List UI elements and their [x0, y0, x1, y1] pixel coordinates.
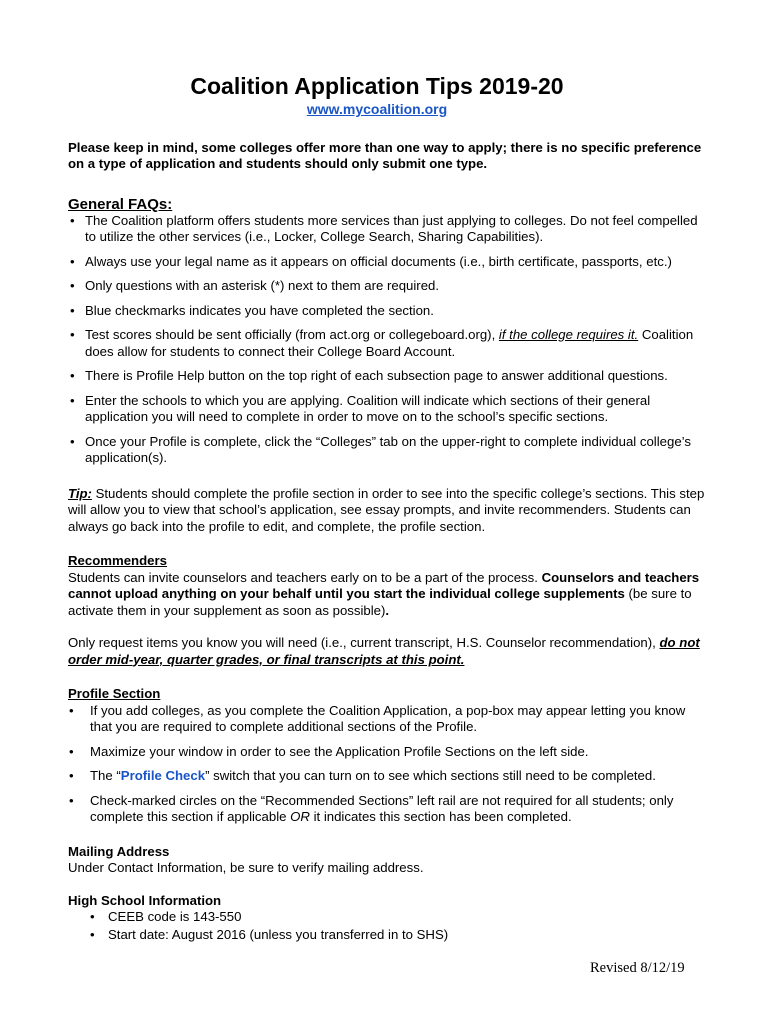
profile-check-label: Profile Check — [120, 768, 206, 783]
tip-text: Students should complete the profile section in order to see into the specific college’s sections. This step will allow you to view that school’s application, see essay prompts, and invite recommenders. Students can always go back into the profile to edit, and complete, the profile section. — [68, 485, 705, 534]
website-link[interactable]: www.mycoalition.org — [306, 101, 448, 117]
request-text: Only request items you know you will need (i.e., current transcript, H.S. Counselor recommendation), — [68, 635, 660, 650]
test-scores-emphasis: if the college requires it. — [498, 327, 639, 342]
list-item: • The Coalition platform offers students more services than just applying to colleges. Do not feel compelled to utilize the other services (i.e., Locker, College Search, Sharing Capabilities). — [68, 213, 708, 246]
mailing-section — [68, 844, 708, 877]
recommenders-text-after: (be sure to activate them in your supplement as soon as possible) — [68, 586, 692, 618]
test-scores-text: Test scores should be sent officially (from act.org or collegeboard.org), — [85, 327, 499, 342]
tip-label: Tip: — [68, 485, 92, 501]
profile-section-heading: Profile Section — [68, 686, 161, 701]
profile-section — [68, 686, 708, 826]
mailing-text: Under Contact Information, be sure to verify mailing address. — [68, 860, 424, 875]
list-item: • Enter the schools to which you are applying. Coalition will indicate which sections of their general application you will need to complete in order to move on to the school’s specific sections. — [68, 393, 708, 426]
checkmark-text: Check-marked circles on the “Recommended Sections” left rail are not required for all students; only complete this section if applicable — [90, 792, 674, 824]
recommenders-text: Students can invite counselors and teachers early on to be a part of the process. — [68, 569, 542, 585]
list-item: • There is Profile Help button on the top right of each subsection page to answer additional questions. — [68, 368, 708, 385]
request-paragraph — [68, 635, 708, 668]
recommenders-period: . — [385, 602, 390, 618]
recommenders-section — [68, 553, 708, 668]
page-title: Coalition Application Tips 2019-20 — [190, 73, 564, 99]
recommenders-heading: Recommenders — [68, 553, 167, 568]
list-item: • Maximize your window in order to see the Application Profile Sections on the left side. — [68, 744, 708, 761]
recommenders-bold-text: Counselors and teachers cannot upload anything on your behalf until you start the individual college supplements — [68, 569, 700, 601]
list-item: • Blue checkmarks indicates you have completed the section. — [68, 303, 708, 320]
high-school-section — [68, 893, 708, 944]
list-item: • CEEB code is 143-550 — [86, 909, 708, 926]
high-school-heading: High School Information — [68, 892, 222, 908]
test-scores-text-after: Coalition does allow for students to connect their College Board Account. — [85, 327, 694, 359]
profile-list — [68, 703, 708, 826]
list-item — [68, 768, 708, 785]
high-school-list — [68, 909, 708, 943]
list-item: • Always use your legal name as it appears on official documents (i.e., birth certificate, passports, etc.) — [68, 254, 708, 271]
document-page — [68, 72, 708, 944]
general-faqs-heading: General FAQs: — [68, 195, 173, 213]
profile-check-text: The “ — [90, 768, 121, 783]
list-item: • Only questions with an asterisk (*) next to them are required. — [68, 278, 708, 295]
profile-check-text-after: ” switch that you can turn on to see which sections still need to be completed. — [205, 768, 656, 783]
list-item: • If you add colleges, as you complete the Coalition Application, a pop-box may appear letting you know that you are required to complete additional sections of the Profile. — [68, 703, 708, 736]
tip-paragraph — [68, 486, 708, 536]
revised-date: Revised 8/12/19 — [590, 960, 685, 976]
list-item: • Once your Profile is complete, click the “Colleges” tab on the upper-right to complete individual college’s application(s). — [68, 434, 708, 467]
checkmark-text-after: it indicates this section has been completed. — [309, 809, 572, 824]
general-faqs-list — [68, 213, 708, 467]
request-emphasis: do not order mid-year, quarter grades, or final transcripts at this point. — [68, 635, 700, 667]
or-emphasis: OR — [290, 809, 310, 824]
intro-paragraph: Please keep in mind, some colleges offer more than one way to apply; there is no specific preference on a type of application and students should only submit one type. — [68, 139, 702, 171]
list-item — [68, 793, 708, 826]
mailing-heading: Mailing Address — [68, 843, 170, 859]
list-item — [68, 327, 708, 360]
list-item: • Start date: August 2016 (unless you transferred in to SHS) — [86, 927, 708, 944]
recommenders-paragraph — [68, 570, 708, 620]
